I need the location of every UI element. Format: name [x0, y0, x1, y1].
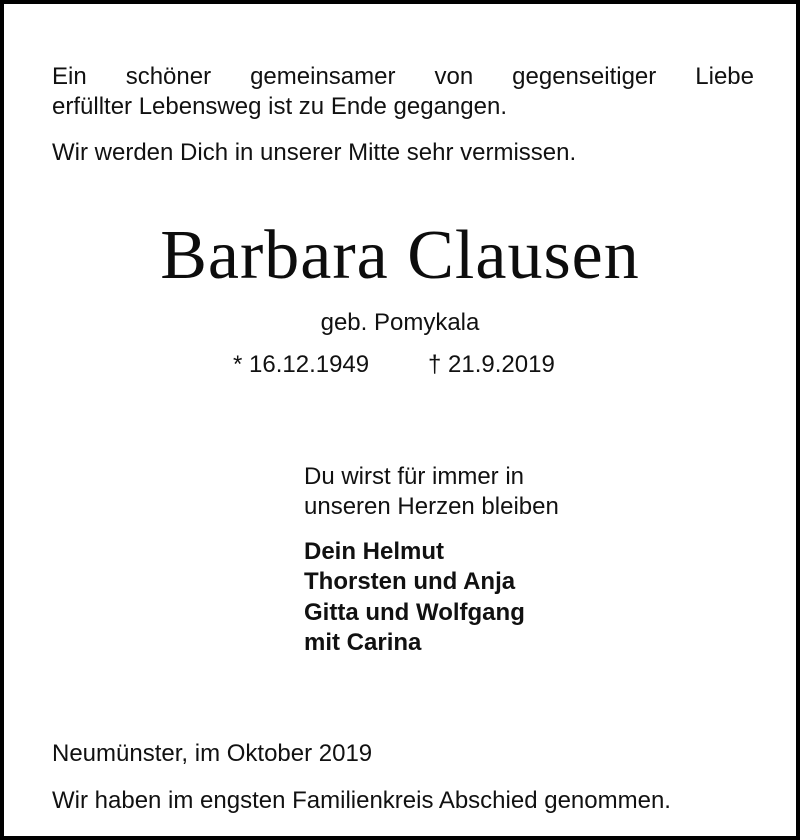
deceased-name: Barbara Clausen — [160, 217, 640, 294]
mourner-2: Thorsten und Anja — [304, 568, 516, 595]
intro-line-2: erfüllter Lebensweg ist zu Ende gegangen. — [52, 93, 507, 120]
message-line-1: Du wirst für immer in — [304, 463, 525, 490]
birth-date: * 16.12.1949 — [233, 351, 370, 378]
mourner-3: Gitta und Wolfgang — [304, 599, 525, 626]
death-date: † 21.9.2019 — [428, 351, 555, 378]
farewell-note: Wir haben im engsten Familienkreis Abschied genommen. — [52, 787, 671, 814]
place-date: Neumünster, im Oktober 2019 — [52, 740, 373, 767]
mourner-4: mit Carina — [304, 629, 422, 656]
intro-line-3: Wir werden Dich in unserer Mitte sehr vermissen. — [52, 139, 577, 166]
intro-line-1: Ein schöner gemeinsamer von gegenseitiger Liebe — [52, 63, 754, 90]
maiden-name: geb. Pomykala — [320, 309, 480, 336]
message-line-2: unseren Herzen bleiben — [304, 493, 559, 520]
mourner-1: Dein Helmut — [304, 538, 445, 565]
